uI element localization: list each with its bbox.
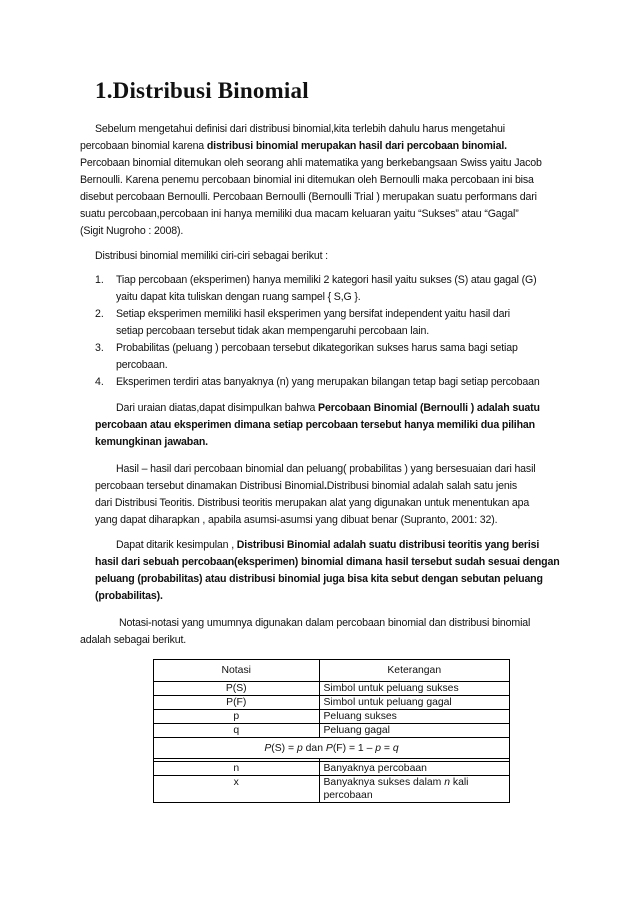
keterangan-cell: Banyaknya percobaan	[319, 762, 510, 776]
notasi-intro-line-2: adalah sebagai berikut.	[80, 634, 187, 646]
keterangan-cell: Simbol untuk peluang sukses	[319, 682, 510, 696]
keterangan-cell: Peluang sukses	[319, 710, 510, 724]
formula-row	[154, 738, 510, 759]
uraian-line-1: Dari uraian diatas,dapat disimpulkan bahwa Percobaan Binomial (Bernoulli ) adalah suatu	[116, 402, 540, 414]
list-number: 4.	[95, 376, 104, 388]
uraian-line-3: kemungkinan jawaban.	[95, 436, 208, 448]
intro-line-6: suatu percobaan,percobaan ini hanya memiliki dua macam keluaran yaitu “Sukses” atau “Gagal”	[80, 208, 519, 220]
notasi-cell: n	[154, 762, 320, 776]
intro-line-4: Bernoulli. Karena penemu percobaan binomial ini ditemukan oleh Bernoulli maka percobaan ini bisa	[80, 174, 534, 186]
list-item-4-line-1: Eksperimen terdiri atas banyaknya (n) yang merupakan bilangan tetap bagi setiap percobaan	[116, 376, 540, 388]
keterangan-cell: Simbol untuk peluang gagal	[319, 696, 510, 710]
intro-line-2: percobaan binomial karena distribusi binomial merupakan hasil dari percobaan binomial.	[80, 140, 507, 152]
table-row	[154, 696, 510, 710]
keterangan-cell: Peluang gagal	[319, 724, 510, 738]
uraian-line-2: percobaan atau eksperimen dimana setiap percobaan tersebut hanya memiliki dua pilihan	[95, 419, 535, 431]
notation-table	[153, 659, 510, 803]
list-item-3-line-1: Probabilitas (peluang ) percobaan tersebut dikategorikan sukses harus sama bagi setiap	[116, 342, 518, 354]
kesimpulan-line-4: (probabilitas).	[95, 590, 163, 602]
list-item-3-line-2: percobaan.	[116, 359, 168, 371]
table-header-row	[154, 660, 510, 682]
hasil-line-2: percobaan tersebut dinamakan Distribusi Binomial.Distribusi binomial adalah salah satu jenis	[95, 480, 517, 492]
notasi-cell: q	[154, 724, 320, 738]
table-row	[154, 682, 510, 696]
hasil-line-1: Hasil – hasil dari percobaan binomial dan peluang( probabilitas ) yang bersesuaian dari hasil	[116, 463, 536, 475]
hasil-line-4: yang dapat diharapkan , apabila asumsi-asumsi yang dibuat benar (Supranto, 2001: 32).	[95, 514, 498, 526]
kesimpulan-line-2: hasil dari sebuah percobaan(eksperimen) binomial dimana hasil tersebut sudah sesuai dengan	[95, 556, 560, 568]
list-item-1-line-1: Tiap percobaan (eksperimen) hanya memiliki 2 kategori hasil yaitu sukses (S) atau gagal (G)	[116, 274, 537, 286]
list-item-2-line-1: Setiap eksperimen memiliki hasil eksperimen yang bersifat independent yaitu hasil dari	[116, 308, 510, 320]
list-item-1-line-2: yaitu dapat kita tuliskan dengan ruang sampel { S,G }.	[116, 291, 361, 303]
notasi-intro-line-1: Notasi-notasi yang umumnya digunakan dalam percobaan binomial dan distribusi binomial	[119, 617, 531, 629]
kesimpulan-line-3: peluang (probabilitas) atau distribusi binomial juga bisa kita sebut dengan sebutan peluang	[95, 573, 543, 585]
notasi-cell: P(F)	[154, 696, 320, 710]
keterangan-cell: Banyaknya sukses dalam n kali percobaan	[319, 776, 510, 803]
notasi-cell: p	[154, 710, 320, 724]
intro-line-5: disebut percobaan Bernoulli. Percobaan Bernoulli (Bernoulli Trial ) merupakan suatu performans dari	[80, 191, 537, 203]
list-item-2-line-2: setiap percobaan tersebut tidak akan mempengaruhi percobaan lain.	[116, 325, 429, 337]
intro-line-3: Percobaan binomial ditemukan oleh seorang ahli matematika yang berkebangsaan Swiss yaitu Jacob	[80, 157, 542, 169]
intro-line-1: Sebelum mengetahui definisi dari distribusi binomial,kita terlebih dahulu harus mengetahui	[95, 123, 505, 135]
header-keterangan: Keterangan	[319, 660, 510, 682]
section-title: 1.Distribusi Binomial	[95, 78, 309, 103]
hasil-line-3: dari Distribusi Teoritis. Distribusi teoritis merupakan alat yang digunakan untuk menentukan apa	[95, 497, 530, 509]
table-row	[154, 724, 510, 738]
header-notasi: Notasi	[154, 660, 320, 682]
list-number: 3.	[95, 342, 104, 354]
table-row	[154, 762, 510, 776]
kesimpulan-line-1: Dapat ditarik kesimpulan , Distribusi Binomial adalah suatu distribusi teoritis yang berisi	[116, 539, 540, 551]
intro-line-7: (Sigit Nugroho : 2008).	[80, 225, 184, 237]
list-number: 2.	[95, 308, 104, 320]
table-row	[154, 776, 510, 803]
notasi-cell: P(S)	[154, 682, 320, 696]
ciri-intro: Distribusi binomial memiliki ciri-ciri sebagai berikut :	[95, 250, 328, 262]
formula-cell: P(S) = p dan P(F) = 1 – p = q	[154, 738, 510, 759]
table-row	[154, 710, 510, 724]
notasi-cell: x	[154, 776, 320, 803]
list-number: 1.	[95, 274, 104, 286]
